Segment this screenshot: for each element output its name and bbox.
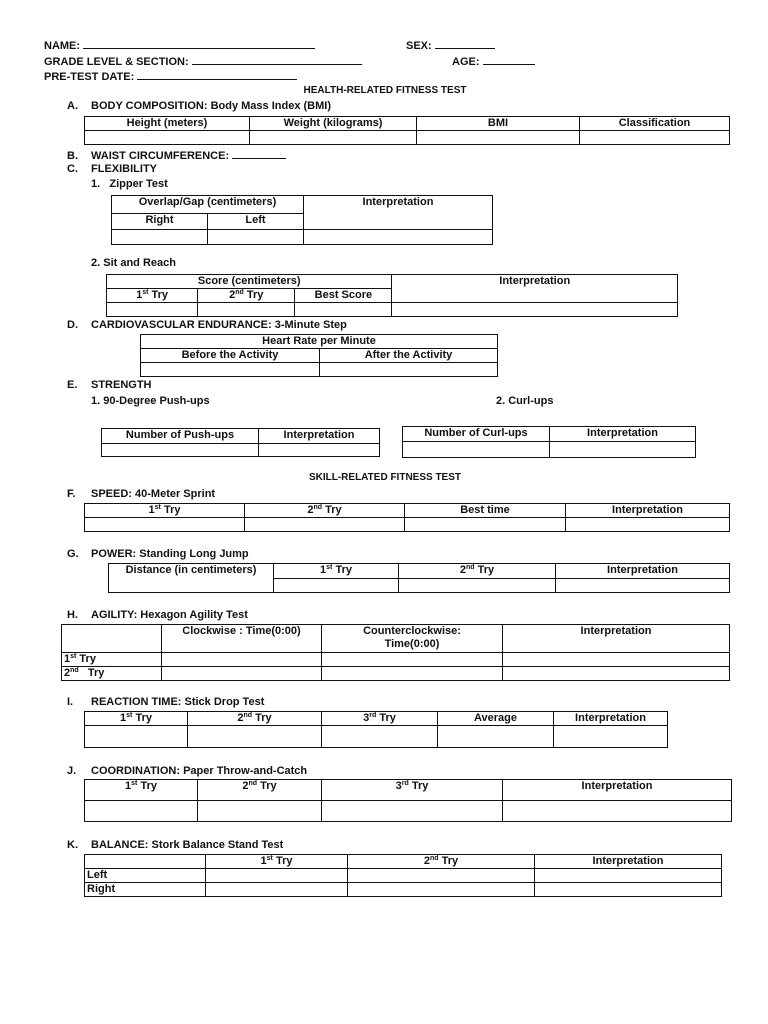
section-j-heading: J. COORDINATION: Paper Throw-and-Catch [67,765,308,777]
sex-label: SEX: [406,40,432,52]
power-try1: 1st Try [274,564,399,579]
reaction-interp: Interpretation [554,712,668,726]
curlups-col-number: Number of Curl-ups [403,427,550,442]
section-g-title: POWER: Standing Long Jump [91,548,249,560]
cell[interactable] [85,726,188,748]
coord-interp: Interpretation [503,780,732,801]
section-k-heading: K. BALANCE: Stork Balance Stand Test [67,839,284,851]
cell[interactable] [417,131,580,145]
cell[interactable] [274,579,399,593]
pushups-col-number: Number of Push-ups [102,429,259,444]
cell[interactable] [303,230,492,245]
coord-try1: 1st Try [85,780,198,801]
cell[interactable] [245,518,405,532]
cell[interactable] [322,726,438,748]
section-f-title: SPEED: 40-Meter Sprint [91,488,216,500]
section-c-heading: C. FLEXIBILITY [67,163,157,175]
col-classification: Classification [580,117,730,131]
pushups-title: 1. 90-Degree Push-ups [91,395,210,407]
col-bmi: BMI [417,117,580,131]
sex-field[interactable] [406,38,495,52]
cardio-after: After the Activity [320,349,498,363]
cell[interactable] [112,230,208,245]
section-i-heading: I. REACTION TIME: Stick Drop Test [67,696,265,708]
cell[interactable] [141,363,320,377]
cell[interactable] [405,518,566,532]
section-a-heading: A. BODY COMPOSITION: Body Mass Index (BMI) [67,100,331,112]
pretest-label: PRE-TEST DATE: [44,71,135,83]
cell[interactable] [438,726,554,748]
name-label: NAME: [44,40,81,52]
sit-best: Best Score [295,289,392,303]
cell[interactable] [403,442,550,458]
cell[interactable] [85,801,198,822]
section-d-title: CARDIOVASCULAR ENDURANCE: 3-Minute Step [91,319,347,331]
cell[interactable] [85,131,250,145]
section-g-heading: G. POWER: Standing Long Jump [67,548,249,560]
col-weight: Weight (kilograms) [250,117,417,131]
cell[interactable] [580,131,730,145]
cell[interactable] [503,653,730,667]
cell[interactable] [535,883,722,897]
curlups-table [402,426,696,458]
reaction-try1: 1st Try [85,712,188,726]
pushups-table [101,428,380,457]
sit-try1: 1st Try [107,289,198,303]
section-k-title: BALANCE: Stork Balance Stand Test [91,839,284,851]
power-try2: 2nd Try [399,564,556,579]
cardio-table [140,334,498,377]
cell[interactable] [554,726,668,748]
speed-try1: 1st Try [85,504,245,518]
zipper-right: Right [112,214,208,230]
sit-reach-title: 2. Sit and Reach [91,257,176,269]
col-height: Height (meters) [85,117,250,131]
balance-corner [85,855,206,869]
zipper-title: Zipper Test [109,178,168,190]
cell[interactable] [102,444,259,457]
cell[interactable] [206,869,348,883]
section-e-heading: E. STRENGTH [67,379,152,391]
cardio-before: Before the Activity [141,349,320,363]
section-b-heading: B. WAIST CIRCUMFERENCE: [67,148,286,162]
sit-try2: 2nd Try [198,289,295,303]
balance-try1: 1st Try [206,855,348,869]
section-c-title: FLEXIBILITY [91,163,157,175]
skill-title: SKILL-RELATED FITNESS TEST [308,472,462,483]
speed-table [84,503,730,532]
agility-corner [62,625,162,653]
cell[interactable] [322,667,503,681]
cell[interactable] [188,726,322,748]
grade-line[interactable] [192,54,362,65]
bmi-table [84,116,730,145]
cell[interactable] [392,303,678,317]
cell[interactable] [503,801,732,822]
cell[interactable] [198,801,322,822]
cell[interactable] [162,653,322,667]
reaction-try2: 2nd Try [188,712,322,726]
reaction-avg: Average [438,712,554,726]
waist-line[interactable] [232,148,286,159]
cell[interactable] [259,444,380,457]
coordination-table [84,779,732,822]
section-i-title: REACTION TIME: Stick Drop Test [91,696,265,708]
balance-left: Left [85,869,206,883]
cell[interactable] [322,801,503,822]
reaction-try3: 3rd Try [322,712,438,726]
health-title: HEALTH-RELATED FITNESS TEST [303,85,467,96]
balance-right: Right [85,883,206,897]
name-field[interactable] [44,38,315,52]
cell[interactable] [550,442,696,458]
section-e-title: STRENGTH [91,379,152,391]
cell[interactable] [320,363,498,377]
agility-interp: Interpretation [503,625,730,653]
age-field[interactable] [452,54,535,68]
section-h-heading: H. AGILITY: Hexagon Agility Test [67,609,248,621]
agility-try1: 1st Try [62,653,162,667]
cell[interactable] [162,667,322,681]
power-distance: Distance (in centimeters) [109,564,274,593]
age-label: AGE: [452,56,480,68]
pretest-field[interactable] [44,69,297,83]
balance-interp: Interpretation [535,855,722,869]
sex-line[interactable] [435,38,495,49]
zipper-interp-header: Interpretation [303,196,492,230]
reaction-table [84,711,668,748]
section-f-heading: F. SPEED: 40-Meter Sprint [67,488,216,500]
power-interp: Interpretation [556,564,730,579]
sit-interp-header: Interpretation [392,275,678,303]
cell[interactable] [250,131,417,145]
balance-try2: 2nd Try [348,855,535,869]
cell[interactable] [503,667,730,681]
agility-clockwise: Clockwise : Time(0:00) [162,625,322,653]
cell[interactable] [556,579,730,593]
sit-reach-table [106,274,678,317]
cell[interactable] [399,579,556,593]
cell[interactable] [348,869,535,883]
power-table [108,563,730,593]
cell[interactable] [322,653,503,667]
curlups-col-interp: Interpretation [550,427,696,442]
speed-interp: Interpretation [566,504,730,518]
name-line[interactable] [83,38,315,49]
cell[interactable] [198,303,295,317]
grade-label: GRADE LEVEL & SECTION: [44,56,189,68]
cell[interactable] [107,303,198,317]
coord-try2: 2nd Try [198,780,322,801]
cell[interactable] [85,518,245,532]
balance-table [84,854,722,897]
agility-table [61,624,730,681]
zipper-group-header: Overlap/Gap (centimeters) [112,196,304,214]
cell[interactable] [535,869,722,883]
section-d-heading: D. CARDIOVASCULAR ENDURANCE: 3-Minute Step [67,319,347,331]
age-line[interactable] [483,54,535,65]
coord-try3: 3rd Try [322,780,503,801]
sit-group-header: Score (centimeters) [107,275,392,289]
zipper-heading: 1. Zipper Test [91,178,168,190]
agility-try2: 2nd Try [62,667,162,681]
zipper-left: Left [208,214,304,230]
section-a-title: BODY COMPOSITION: Body Mass Index (BMI) [91,100,331,112]
cell[interactable] [295,303,392,317]
pretest-line[interactable] [137,69,297,80]
section-h-title: AGILITY: Hexagon Agility Test [91,609,248,621]
agility-counter: Counterclockwise: Time(0:00) [322,625,503,653]
cell[interactable] [206,883,348,897]
grade-field[interactable] [44,54,362,68]
zipper-table [111,195,493,245]
cell[interactable] [348,883,535,897]
section-b-title: WAIST CIRCUMFERENCE: [91,150,230,162]
cell[interactable] [208,230,304,245]
cell[interactable] [566,518,730,532]
cardio-group-header: Heart Rate per Minute [141,335,498,349]
pushups-col-interp: Interpretation [259,429,380,444]
section-j-title: COORDINATION: Paper Throw-and-Catch [91,765,308,777]
speed-try2: 2nd Try [245,504,405,518]
speed-best: Best time [405,504,566,518]
curlups-title: 2. Curl-ups [496,395,554,407]
